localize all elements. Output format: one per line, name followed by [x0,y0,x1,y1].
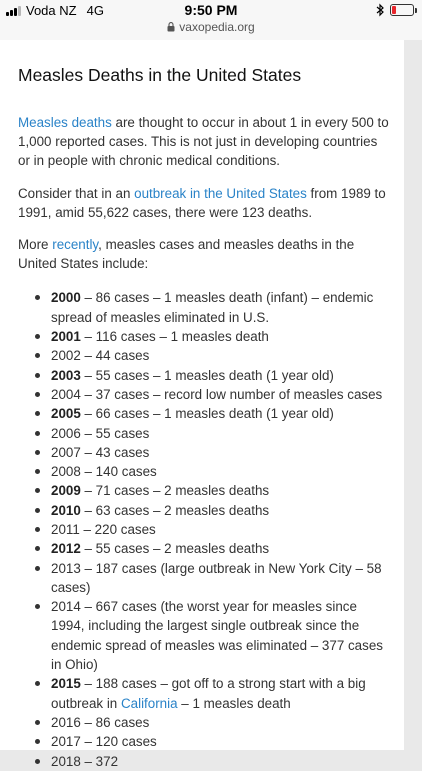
list-item [18,539,390,558]
battery-level [392,6,396,14]
list-item [18,559,390,598]
list-text: – 44 cases [80,348,150,364]
intro-text: are thought to occur in about 1 in every 500 to 1,000 reported cases. This is not just in developing countries or in people with chronic medical conditions. [18,115,389,169]
list-year: 2013 [51,560,81,576]
list-item [18,346,390,365]
lock-icon [167,22,175,32]
outbreak-text-pre: Consider that in an [18,185,135,201]
recent-text-post: , measles cases and measles deaths in the United States include: [18,237,355,272]
page-margin [404,40,422,750]
list-year: 2014 [51,599,81,615]
list-year: 2004 [51,386,81,402]
list-year: 2003 [51,367,81,383]
list-text: – 667 cases (the worst year for measles since 1994, including the largest single outbreak since the endemic spread of measles was eliminated – 377 cases in Ohio) [51,599,383,673]
list-text: – 187 cases (large outbreak in New York City – 58 cases) [51,560,382,595]
list-text: – 220 cases [79,521,156,537]
list-text: – 86 cases – 1 measles death (infant) – endemic spread of measles eliminated in U.S. [51,290,374,325]
url-text: vaxopedia.org [179,20,255,34]
list-year: 2006 [51,425,81,441]
list-text-after: – 1 measles death [177,695,291,711]
list-text: – 86 cases [80,714,150,730]
list-year: 2012 [51,541,81,557]
list-item [18,501,390,520]
address-bar[interactable] [0,20,422,40]
list-year: 2000 [51,290,81,306]
list-item [18,520,390,539]
list-item [18,732,390,751]
list-item [18,713,390,732]
list-year: 2015 [51,676,81,692]
list-item [18,327,390,346]
outbreak-paragraph [18,184,390,222]
list-text: – 37 cases – record low number of measles cases [80,386,383,402]
list-year: 2017 [51,734,81,750]
list-text: – 63 cases – 2 measles deaths [80,502,270,518]
list-item [18,443,390,462]
carrier-name: Voda NZ [26,3,77,18]
intro-paragraph [18,113,390,171]
status-right [376,4,414,16]
list-text: – 372 [80,753,119,769]
list-year: 2001 [51,329,81,345]
outbreak-link[interactable]: outbreak in the United States [134,185,307,201]
recently-link[interactable]: recently [52,237,99,253]
list-year: 2007 [51,444,81,460]
bluetooth-icon [376,4,384,16]
list-text: – 55 cases – 2 measles deaths [80,541,270,557]
list-item [18,674,390,713]
list-text: – 55 cases [80,425,150,441]
list-item [18,597,390,674]
measles-cases-list [18,288,390,770]
list-text: – 188 cases – got off to a strong start with a big outbreak in [51,676,366,711]
list-year: 2002 [51,348,81,364]
list-item [18,366,390,385]
list-year: 2008 [51,464,81,480]
network-type: 4G [86,3,104,18]
list-year: 2011 [51,521,80,537]
list-year: 2010 [51,502,81,518]
article-title: Measles Deaths in the United States [18,65,302,85]
list-item [18,481,390,500]
list-item [18,462,390,481]
list-year: 2016 [51,714,81,730]
recent-text-pre: More [18,237,53,253]
measles-deaths-link[interactable]: Measles deaths [18,115,112,130]
list-item [18,752,390,771]
battery-icon [390,4,414,16]
outbreak-text-post: from 1989 to 1991, amid 55,622 cases, there were 123 deaths. [18,185,386,220]
list-year: 2009 [51,483,81,499]
list-item [18,424,390,443]
list-text: – 66 cases – 1 measles death (1 year old) [80,406,334,422]
list-year: 2018 [51,753,81,769]
list-year: 2005 [51,406,81,422]
list-text: – 120 cases [80,734,157,750]
list-item [18,288,390,327]
list-item [18,385,390,404]
article-content [0,40,404,769]
california-link[interactable]: California [120,695,178,711]
list-text: – 71 cases – 2 measles deaths [80,483,270,499]
list-item [18,404,390,423]
recent-paragraph [18,235,390,273]
list-text: – 140 cases [80,464,157,480]
list-text: – 116 cases – 1 measles death [80,329,269,345]
list-text: – 55 cases – 1 measles death (1 year old) [80,367,334,383]
list-text: – 43 cases [80,444,150,460]
status-bar [0,0,422,20]
clock: 9:50 PM [184,2,238,18]
